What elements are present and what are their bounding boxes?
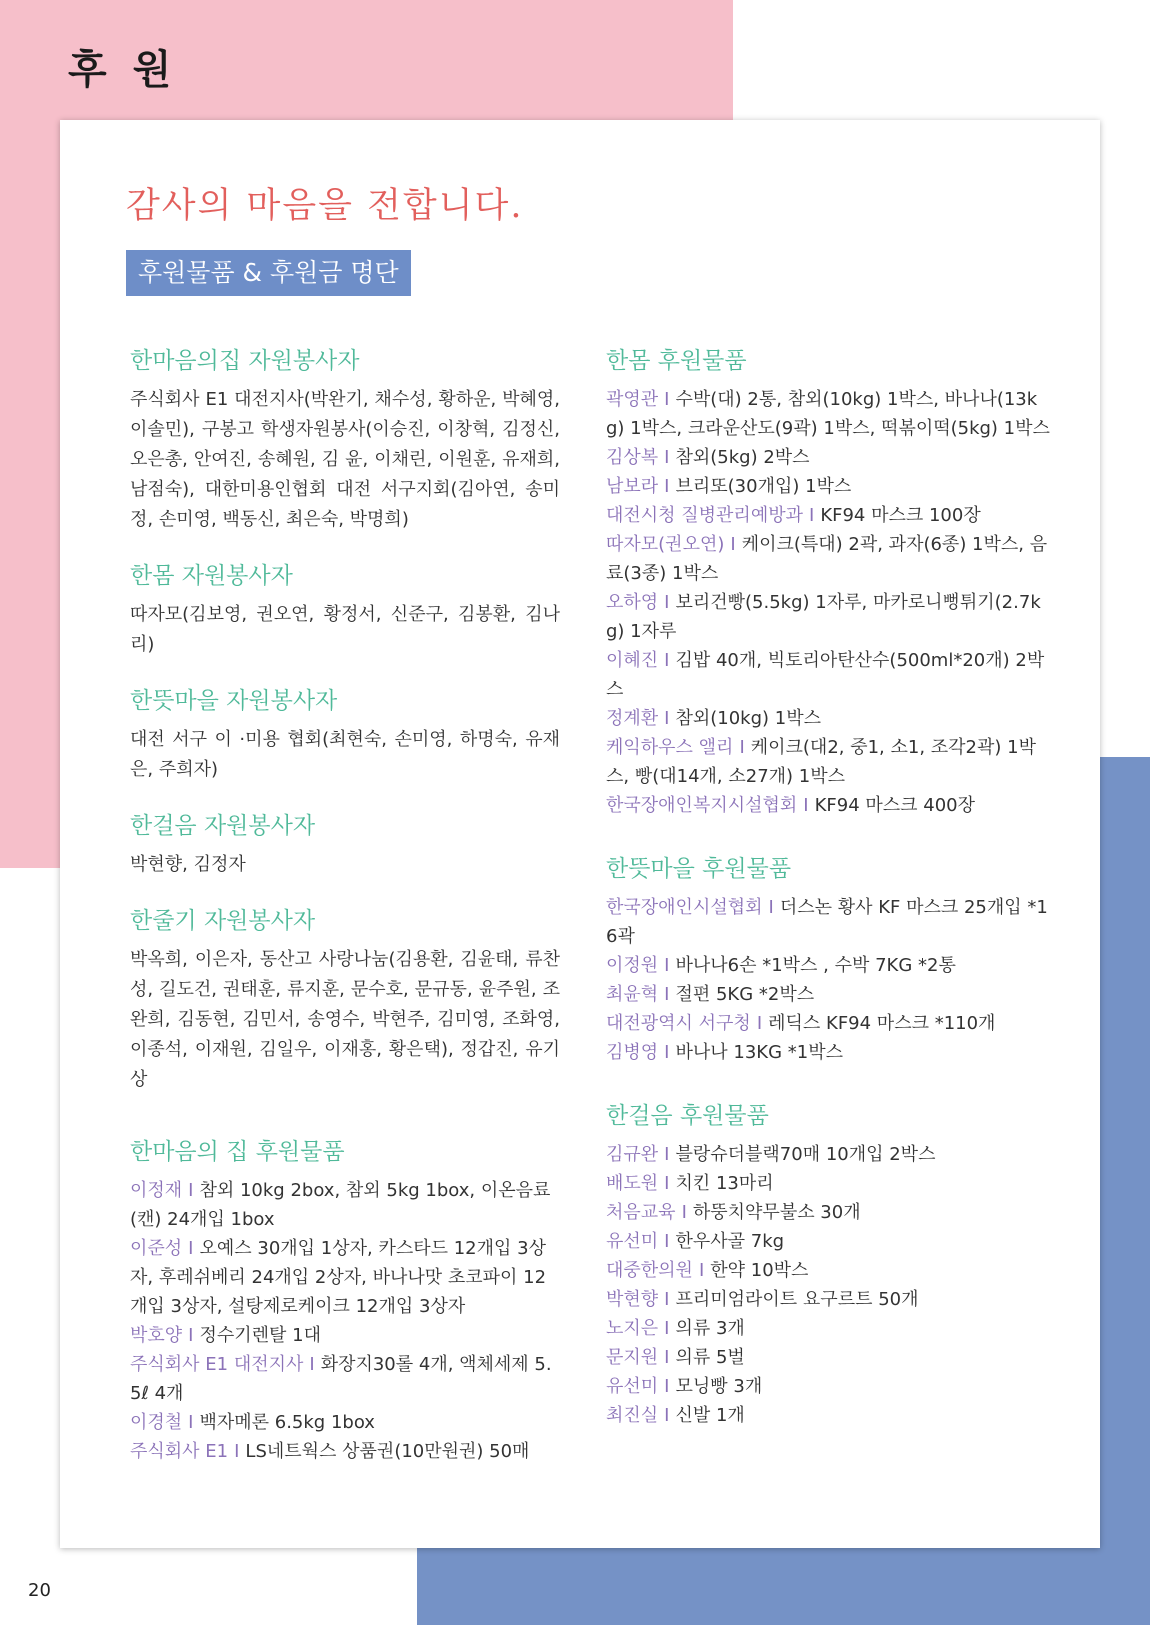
- separator-bar: I: [664, 389, 670, 410]
- donation-entry: [606, 530, 1054, 588]
- separator-bar: I: [188, 1180, 194, 1201]
- donation-entry: [606, 501, 1054, 530]
- separator-bar: I: [664, 476, 670, 497]
- donor-name: 케익하우스 앨리: [606, 737, 734, 758]
- separator-bar: I: [739, 737, 745, 758]
- donated-items: KF94 마스크 100장: [820, 505, 981, 526]
- separator-bar: I: [681, 1202, 687, 1223]
- volunteer-section-hangeoreum: [130, 807, 560, 880]
- donation-entry: [606, 1285, 1054, 1314]
- goods-section-hanmom: [606, 342, 1054, 820]
- donor-name: 김병영: [606, 1042, 659, 1063]
- goods-section-handdeut: [606, 850, 1054, 1067]
- donation-entry: [606, 1169, 1054, 1198]
- right-column: [606, 342, 1054, 1452]
- content-card: [60, 120, 1100, 1548]
- separator-bar: I: [664, 592, 670, 613]
- donated-items: 하뚱치약무불소 30개: [692, 1202, 861, 1223]
- donation-entry: [606, 385, 1054, 443]
- donor-name: 오하영: [606, 592, 659, 613]
- separator-bar: I: [664, 447, 670, 468]
- donor-name: 노지은: [606, 1318, 659, 1339]
- separator-bar: I: [664, 1042, 670, 1063]
- donation-entry: [606, 646, 1054, 704]
- donated-items: 한우사골 7kg: [675, 1231, 785, 1252]
- section-title: 한마음의 집 후원물품: [130, 1139, 345, 1165]
- donation-list: [606, 1140, 1054, 1430]
- donated-items: 화장지30롤 4개, 액체세제 5.5ℓ 4개: [130, 1354, 552, 1404]
- donation-entry: [606, 951, 1054, 980]
- donated-items: 레딕스 KF94 마스크 *110개: [768, 1013, 996, 1034]
- donor-name: 박현향: [606, 1289, 659, 1310]
- donated-items: 바나나 13KG *1박스: [675, 1042, 843, 1063]
- donation-entry: [606, 704, 1054, 733]
- donated-items: 참외(5kg) 2박스: [675, 447, 810, 468]
- donated-items: 한약 10박스: [710, 1260, 809, 1281]
- donation-entry: [606, 791, 1054, 820]
- donation-list: [606, 385, 1054, 820]
- separator-bar: I: [664, 650, 670, 671]
- separator-bar: I: [664, 984, 670, 1005]
- donation-entry: [130, 1408, 560, 1437]
- donor-name: 곽영관: [606, 389, 659, 410]
- donor-name: 유선미: [606, 1231, 659, 1252]
- donor-name: 대전광역시 서구청: [606, 1013, 751, 1034]
- section-body: 박현향, 김정자: [130, 854, 246, 875]
- donation-entry: [606, 443, 1054, 472]
- donation-entry: [606, 1256, 1054, 1285]
- donor-name: 한국장애인복지시설협회: [606, 795, 798, 816]
- donation-entry: [606, 980, 1054, 1009]
- section-title: 한마음의집 자원봉사자: [130, 348, 360, 374]
- donation-entry: [130, 1437, 560, 1466]
- donated-items: 케이크(대2, 중1, 소1, 조각2곽) 1박스, 빵(대14개, 소27개) 1박스: [606, 737, 1036, 787]
- volunteer-section-hanmom: [130, 557, 560, 660]
- separator-bar: I: [768, 897, 774, 918]
- separator-bar: I: [188, 1412, 194, 1433]
- donor-name: 한국장애인시설협회: [606, 897, 763, 918]
- donor-name: 최윤혁: [606, 984, 659, 1005]
- donated-items: 블랑슈더블랙70매 10개입 2박스: [675, 1144, 936, 1165]
- donor-name: 김상복: [606, 447, 659, 468]
- donor-name: 처음교육: [606, 1202, 676, 1223]
- list-banner: 후원물품 & 후원금 명단: [126, 250, 411, 296]
- donation-entry: [606, 733, 1054, 791]
- donated-items: 김밥 40개, 빅토리아탄산수(500ml*20개) 2박스: [606, 650, 1045, 700]
- goods-section-hanmaeum: [130, 1133, 560, 1466]
- donated-items: 케이크(특대) 2곽, 과자(6종) 1박스, 음료(3종) 1박스: [606, 534, 1048, 584]
- donated-items: 브리또(30개입) 1박스: [675, 476, 852, 497]
- page-title: 후 원: [68, 47, 178, 93]
- donated-items: 참외(10kg) 1박스: [675, 708, 822, 729]
- donated-items: 수박(대) 2통, 참외(10kg) 1박스, 바나나(13kg) 1박스, 크라운산도(9곽) 1박스, 떡볶이떡(5kg) 1박스: [606, 389, 1050, 439]
- section-title: 한몸 자원봉사자: [130, 563, 293, 589]
- donation-entry: [130, 1234, 560, 1321]
- donation-entry: [130, 1350, 560, 1408]
- donated-items: KF94 마스크 400장: [814, 795, 976, 816]
- donor-name: 유선미: [606, 1376, 659, 1397]
- donor-name: 이준성: [130, 1238, 183, 1259]
- donation-entry: [130, 1321, 560, 1350]
- donor-name: 대전시청 질병관리예방과: [606, 505, 803, 526]
- section-title: 한뜻마을 후원물품: [606, 856, 792, 882]
- donor-name: 이혜진: [606, 650, 659, 671]
- section-title: 한줄기 자원봉사자: [130, 908, 316, 934]
- page-number: 20: [28, 1580, 51, 1601]
- donation-entry: [606, 1198, 1054, 1227]
- left-column: [130, 342, 560, 1488]
- separator-bar: I: [664, 1289, 670, 1310]
- donated-items: 더스논 황사 KF 마스크 25개입 *16곽: [606, 897, 1048, 947]
- separator-bar: I: [664, 1144, 670, 1165]
- separator-bar: I: [664, 1405, 670, 1426]
- donation-entry: [606, 1227, 1054, 1256]
- section-title: 한걸음 자원봉사자: [130, 813, 316, 839]
- section-title: 한걸음 후원물품: [606, 1103, 769, 1129]
- donation-entry: [606, 1314, 1054, 1343]
- donated-items: 신발 1개: [675, 1405, 745, 1426]
- donor-name: 이정재: [130, 1180, 183, 1201]
- donation-list: [130, 1176, 560, 1466]
- volunteer-section-handdeut: [130, 682, 560, 785]
- donated-items: 보리건빵(5.5kg) 1자루, 마카로니뻥튀기(2.7kg) 1자루: [606, 592, 1041, 642]
- donated-items: LS네트웍스 상품권(10만원권) 50매: [245, 1441, 530, 1462]
- separator-bar: I: [664, 1376, 670, 1397]
- donated-items: 프리미엄라이트 요구르트 50개: [675, 1289, 919, 1310]
- volunteer-section-hanjulgi: [130, 902, 560, 1095]
- donated-items: 의류 3개: [675, 1318, 745, 1339]
- donor-name: 주식회사 E1 대전지사: [130, 1354, 304, 1375]
- donor-name: 최진실: [606, 1405, 659, 1426]
- donor-name: 따자모(권오연): [606, 534, 725, 555]
- donor-name: 이정원: [606, 955, 659, 976]
- donor-name: 남보라: [606, 476, 659, 497]
- separator-bar: I: [664, 955, 670, 976]
- donor-name: 주식회사 E1: [130, 1441, 229, 1462]
- donated-items: 오예스 30개입 1상자, 카스타드 12개입 3상자, 후레쉬베리 24개입 2상자, 바나나맛 초코파이 12개입 3상자, 설탕제로케이크 12개입 3상자: [130, 1238, 547, 1317]
- donation-entry: [606, 472, 1054, 501]
- donated-items: 백자메론 6.5kg 1box: [199, 1412, 375, 1433]
- donated-items: 모닝빵 3개: [675, 1376, 763, 1397]
- donation-list: [606, 893, 1054, 1067]
- donated-items: 참외 10kg 2box, 참외 5kg 1box, 이온음료(캔) 24개입 1box: [130, 1180, 551, 1230]
- separator-bar: I: [234, 1441, 240, 1462]
- donation-entry: [606, 1343, 1054, 1372]
- donated-items: 절편 5KG *2박스: [675, 984, 815, 1005]
- donor-name: 김규완: [606, 1144, 659, 1165]
- section-body: 주식회사 E1 대전지사(박완기, 채수성, 황하운, 박혜영, 이솔민), 구봉고 학생자원봉사(이승진, 이창혁, 김정신, 오은총, 안여진, 송혜원, 김 윤, 이채린, 이원훈, 유재희, 남점숙), 대한미용인협회 대전 서구지회(김아연, 송미정, 손미영, 백동신, 최은숙, 박명희): [130, 389, 560, 530]
- section-title: 한몸 후원물품: [606, 348, 747, 374]
- donated-items: 바나나6손 *1박스 , 수박 7KG *2통: [675, 955, 956, 976]
- donation-entry: [606, 1372, 1054, 1401]
- separator-bar: I: [803, 795, 809, 816]
- donation-entry: [606, 1038, 1054, 1067]
- donation-entry: [130, 1176, 560, 1234]
- donor-name: 박호양: [130, 1325, 183, 1346]
- volunteer-section-hanmaeum: [130, 342, 560, 535]
- donation-entry: [606, 1401, 1054, 1430]
- separator-bar: I: [664, 1231, 670, 1252]
- separator-bar: I: [664, 708, 670, 729]
- section-body: 대전 서구 이 ·미용 협회(최현숙, 손미영, 하명숙, 유재은, 주희자): [130, 729, 560, 780]
- separator-bar: I: [698, 1260, 705, 1281]
- section-title: 한뜻마을 자원봉사자: [130, 688, 338, 714]
- separator-bar: I: [664, 1347, 670, 1368]
- donor-name: 정계환: [606, 708, 659, 729]
- separator-bar: I: [809, 505, 815, 526]
- separator-bar: I: [730, 534, 736, 555]
- donor-name: 배도원: [606, 1173, 659, 1194]
- donation-entry: [606, 1009, 1054, 1038]
- separator-bar: I: [188, 1238, 194, 1259]
- donation-entry: [606, 588, 1054, 646]
- donated-items: 치킨 13마리: [675, 1173, 774, 1194]
- donor-name: 대중한의원: [606, 1260, 693, 1281]
- section-body: 박옥희, 이은자, 동산고 사랑나눔(김용환, 김윤태, 류찬성, 길도건, 권태훈, 류지훈, 문수호, 문규동, 윤주원, 조완희, 김동현, 김민서, 송영수, 박현주, 김미영, 조화영, 이종석, 이재원, 김일우, 이재홍, 황은택), 정갑진, 유기상: [130, 949, 560, 1090]
- donor-name: 문지원: [606, 1347, 659, 1368]
- separator-bar: I: [664, 1173, 670, 1194]
- separator-bar: I: [664, 1318, 670, 1339]
- section-body: 따자모(김보영, 권오연, 황정서, 신준구, 김봉환, 김나리): [130, 604, 560, 655]
- separator-bar: I: [188, 1325, 194, 1346]
- goods-section-hangeoreum: [606, 1097, 1054, 1430]
- separator-bar: I: [756, 1013, 763, 1034]
- donated-items: 의류 5벌: [675, 1347, 745, 1368]
- donation-entry: [606, 1140, 1054, 1169]
- separator-bar: I: [309, 1354, 315, 1375]
- headline: 감사의 마음을 전합니다.: [126, 186, 524, 226]
- donation-entry: [606, 893, 1054, 951]
- donor-name: 이경철: [130, 1412, 183, 1433]
- donated-items: 정수기렌탈 1대: [199, 1325, 321, 1346]
